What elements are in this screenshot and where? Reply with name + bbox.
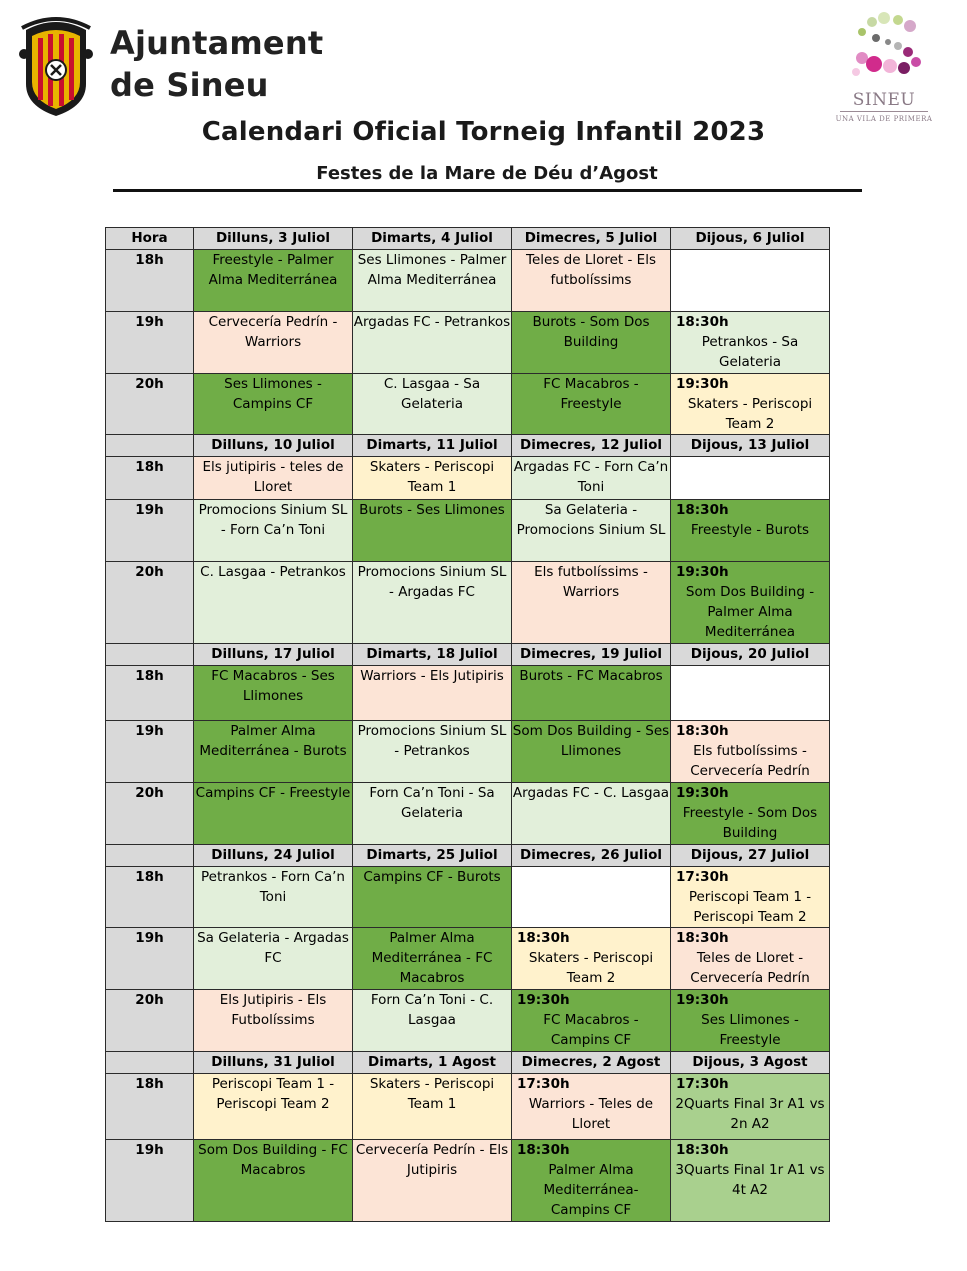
- time-slot-row: [106, 312, 830, 374]
- match-teams: Argadas FC - Forn Ca’n Toni: [513, 459, 669, 495]
- logo-wordmark: SINEU: [852, 90, 916, 110]
- match-cell: [671, 928, 830, 990]
- match-teams: Campins CF - Freestyle: [195, 785, 351, 801]
- time-slot-row: [106, 990, 830, 1052]
- match-time: 19:30h: [517, 992, 570, 1008]
- match-time: 19:30h: [676, 992, 729, 1008]
- day-header: Dimecres, 5 Juliol: [512, 228, 671, 250]
- match-teams: Burots - FC Macabros: [519, 668, 663, 684]
- match-time: 18:30h: [676, 1142, 729, 1158]
- match-cell: [353, 562, 512, 644]
- match-time: 19:30h: [676, 564, 729, 580]
- match-cell: [671, 500, 830, 562]
- match-cell: [512, 312, 671, 374]
- hour-label: 18h: [106, 666, 194, 721]
- day-header: Dimecres, 19 Juliol: [512, 644, 671, 666]
- week-header-row: [106, 435, 830, 457]
- match-cell: [353, 500, 512, 562]
- match-cell: [194, 666, 353, 721]
- match-time: 18:30h: [517, 1142, 570, 1158]
- match-cell: [353, 374, 512, 435]
- match-cell: [512, 928, 671, 990]
- match-cell: [512, 562, 671, 644]
- day-header: Dimarts, 18 Juliol: [353, 644, 512, 666]
- match-teams: Argadas FC - Petrankos: [353, 314, 511, 330]
- match-cell: [671, 990, 830, 1052]
- match-time: 18:30h: [517, 930, 570, 946]
- day-header: Dijous, 20 Juliol: [671, 644, 830, 666]
- hora-header-blank: [106, 845, 194, 867]
- match-cell: [353, 928, 512, 990]
- org-line-2: de Sineu: [110, 66, 269, 104]
- hour-label: 19h: [106, 500, 194, 562]
- match-teams: Ses Llimones - Campins CF: [224, 376, 322, 412]
- hour-label: 20h: [106, 783, 194, 845]
- match-teams: Ses Llimones - Freestyle: [701, 1012, 799, 1048]
- match-cell: [194, 1140, 353, 1222]
- match-cell: [512, 374, 671, 435]
- day-header: Dimarts, 11 Juliol: [353, 435, 512, 457]
- match-teams: Periscopi Team 1 - Periscopi Team 2: [211, 1076, 335, 1112]
- match-cell: [194, 1074, 353, 1140]
- match-cell: [512, 990, 671, 1052]
- municipality-name: [110, 22, 323, 106]
- match-teams: Petrankos - Sa Gelateria: [701, 334, 799, 370]
- match-teams: Promocions Sinium SL - Forn Ca’n Toni: [198, 502, 348, 538]
- day-header: Dijous, 6 Juliol: [671, 228, 830, 250]
- match-cell: [353, 1140, 512, 1222]
- match-cell: [512, 250, 671, 312]
- match-cell: [353, 867, 512, 928]
- match-teams: Promocions Sinium SL - Petrankos: [357, 723, 507, 759]
- match-cell: [194, 867, 353, 928]
- match-cell: [194, 250, 353, 312]
- hour-label: 20h: [106, 374, 194, 435]
- match-teams: FC Macabros - Ses Llimones: [211, 668, 335, 704]
- week-header-row: [106, 228, 830, 250]
- match-cell: [671, 312, 830, 374]
- match-time: 18:30h: [676, 723, 729, 739]
- logo-divider: [840, 111, 928, 112]
- match-teams: Argadas FC - C. Lasgaa: [512, 785, 670, 801]
- match-teams: Promocions Sinium SL - Argadas FC: [357, 564, 507, 600]
- match-cell: [512, 500, 671, 562]
- match-teams: Skaters - Periscopi Team 1: [369, 1076, 495, 1112]
- match-teams: 2Quarts Final 3r A1 vs 2n A2: [675, 1096, 825, 1132]
- match-teams: Els futbolíssims - Cervecería Pedrín: [690, 743, 810, 779]
- match-teams: Els futbolíssims - Warriors: [534, 564, 648, 600]
- match-cell: [671, 374, 830, 435]
- hora-header-blank: [106, 644, 194, 666]
- match-cell: [194, 457, 353, 500]
- match-teams: 3Quarts Final 1r A1 vs 4t A2: [675, 1162, 825, 1198]
- time-slot-row: [106, 374, 830, 435]
- page-header: [0, 0, 967, 200]
- match-cell: [671, 1074, 830, 1140]
- day-header: Dijous, 27 Juliol: [671, 845, 830, 867]
- sineu-coat-of-arms-icon: [16, 14, 96, 118]
- match-teams: Freestyle - Palmer Alma Mediterránea: [208, 252, 338, 288]
- sineu-dots-icon: [832, 12, 936, 92]
- match-cell: [194, 562, 353, 644]
- day-header: Dijous, 3 Agost: [671, 1052, 830, 1074]
- match-time: 17:30h: [676, 1076, 729, 1092]
- match-cell: [194, 928, 353, 990]
- match-cell: [194, 374, 353, 435]
- match-cell: [671, 783, 830, 845]
- match-time: 18:30h: [676, 314, 729, 330]
- match-teams: Som Dos Building - Palmer Alma Mediterránea: [685, 584, 815, 640]
- hora-header-blank: [106, 1052, 194, 1074]
- hour-label: 18h: [106, 867, 194, 928]
- match-time: 19:30h: [676, 376, 729, 392]
- org-line-1: Ajuntament: [110, 24, 324, 62]
- match-cell: [194, 500, 353, 562]
- hour-label: 19h: [106, 312, 194, 374]
- match-teams: Periscopi Team 1 - Periscopi Team 2: [688, 889, 812, 925]
- schedule-table: [105, 227, 830, 1222]
- hour-label: 20h: [106, 562, 194, 644]
- match-cell: [194, 312, 353, 374]
- logo-tagline: UNA VILA DE PRIMERA: [835, 115, 933, 123]
- match-cell: [194, 721, 353, 783]
- match-cell: [512, 1074, 671, 1140]
- day-header: Dilluns, 17 Juliol: [194, 644, 353, 666]
- match-teams: Skaters - Periscopi Team 2: [528, 950, 654, 986]
- match-teams: Burots - Ses Llimones: [359, 502, 505, 518]
- match-teams: Sa Gelateria - Promocions Sinium SL: [516, 502, 666, 538]
- match-cell: [671, 721, 830, 783]
- match-cell: [671, 867, 830, 928]
- match-cell: [512, 666, 671, 721]
- match-cell: [353, 312, 512, 374]
- match-teams: Petrankos - Forn Ca’n Toni: [201, 869, 345, 905]
- match-teams: Teles de Lloret - Els futbolíssims: [526, 252, 656, 288]
- week-header-row: [106, 845, 830, 867]
- hour-label: 18h: [106, 250, 194, 312]
- match-teams: Warriors - Els Jutipiris: [360, 668, 504, 684]
- match-teams: Skaters - Periscopi Team 1: [369, 459, 495, 495]
- match-teams: Forn Ca’n Toni - Sa Gelateria: [369, 785, 495, 821]
- match-cell: [512, 783, 671, 845]
- match-cell: [671, 666, 830, 721]
- match-teams: Palmer Alma Mediterránea - FC Macabros: [371, 930, 493, 986]
- match-teams: Cervecería Pedrín - Els Jutipiris: [355, 1142, 509, 1178]
- sineu-brand-logo: [832, 12, 936, 128]
- match-teams: Skaters - Periscopi Team 2: [687, 396, 813, 432]
- day-header: Dilluns, 31 Juliol: [194, 1052, 353, 1074]
- day-header: Dimecres, 12 Juliol: [512, 435, 671, 457]
- match-teams: Ses Llimones - Palmer Alma Mediterránea: [357, 252, 507, 288]
- week-header-row: [106, 1052, 830, 1074]
- match-cell: [512, 1140, 671, 1222]
- match-teams: Palmer Alma Mediterránea- Campins CF: [543, 1162, 639, 1218]
- match-time: 18:30h: [676, 930, 729, 946]
- time-slot-row: [106, 666, 830, 721]
- match-cell: [353, 250, 512, 312]
- time-slot-row: [106, 457, 830, 500]
- week-header-row: [106, 644, 830, 666]
- match-cell: [671, 562, 830, 644]
- page-subtitle: Festes de la Mare de Déu d’Agost: [316, 163, 658, 184]
- match-teams: Els jutipiris - teles de Lloret: [202, 459, 344, 495]
- day-header: Dilluns, 24 Juliol: [194, 845, 353, 867]
- page-title: Calendari Oficial Torneig Infantil 2023: [201, 117, 766, 147]
- match-teams: FC Macabros - Freestyle: [543, 376, 639, 412]
- time-slot-row: [106, 928, 830, 990]
- time-slot-row: [106, 1140, 830, 1222]
- match-cell: [194, 783, 353, 845]
- hora-header-blank: [106, 435, 194, 457]
- hora-header: Hora: [106, 228, 194, 250]
- match-cell: [353, 783, 512, 845]
- match-teams: C. Lasgaa - Sa Gelateria: [383, 376, 481, 412]
- match-teams: Teles de Lloret - Cervecería Pedrín: [690, 950, 810, 986]
- day-header: Dilluns, 3 Juliol: [194, 228, 353, 250]
- time-slot-row: [106, 867, 830, 928]
- time-slot-row: [106, 500, 830, 562]
- time-slot-row: [106, 250, 830, 312]
- match-teams: Freestyle - Burots: [690, 522, 810, 538]
- match-cell: [353, 721, 512, 783]
- match-teams: Palmer Alma Mediterránea - Burots: [199, 723, 347, 759]
- match-time: 17:30h: [517, 1076, 570, 1092]
- day-header: Dimarts, 1 Agost: [353, 1052, 512, 1074]
- time-slot-row: [106, 783, 830, 845]
- time-slot-row: [106, 1074, 830, 1140]
- title-underline: [113, 189, 862, 192]
- match-cell: [512, 721, 671, 783]
- match-cell: [512, 457, 671, 500]
- match-teams: Els Jutipiris - Els Futbolíssims: [219, 992, 327, 1028]
- hour-label: 19h: [106, 928, 194, 990]
- hour-label: 19h: [106, 721, 194, 783]
- time-slot-row: [106, 721, 830, 783]
- hour-label: 20h: [106, 990, 194, 1052]
- hour-label: 19h: [106, 1140, 194, 1222]
- match-time: 17:30h: [676, 869, 729, 885]
- day-header: Dijous, 13 Juliol: [671, 435, 830, 457]
- hour-label: 18h: [106, 1074, 194, 1140]
- time-slot-row: [106, 562, 830, 644]
- match-teams: Freestyle - Som Dos Building: [682, 805, 818, 841]
- match-cell: [194, 990, 353, 1052]
- match-teams: Sa Gelateria - Argadas FC: [197, 930, 349, 966]
- match-cell: [353, 1074, 512, 1140]
- match-cell: [353, 990, 512, 1052]
- match-cell: [353, 666, 512, 721]
- match-time: 19:30h: [676, 785, 729, 801]
- day-header: Dilluns, 10 Juliol: [194, 435, 353, 457]
- match-cell: [512, 867, 671, 928]
- day-header: Dimarts, 4 Juliol: [353, 228, 512, 250]
- day-header: Dimecres, 26 Juliol: [512, 845, 671, 867]
- match-teams: Cervecería Pedrín - Warriors: [208, 314, 338, 350]
- match-teams: Warriors - Teles de Lloret: [528, 1096, 654, 1132]
- match-cell: [671, 1140, 830, 1222]
- match-teams: C. Lasgaa - Petrankos: [200, 564, 346, 580]
- match-teams: Som Dos Building - FC Macabros: [198, 1142, 348, 1178]
- match-cell: [671, 457, 830, 500]
- match-teams: Forn Ca’n Toni - C. Lasgaa: [370, 992, 494, 1028]
- hour-label: 18h: [106, 457, 194, 500]
- match-cell: [671, 250, 830, 312]
- day-header: Dimecres, 2 Agost: [512, 1052, 671, 1074]
- match-teams: Burots - Som Dos Building: [532, 314, 650, 350]
- match-cell: [353, 457, 512, 500]
- match-teams: Som Dos Building - Ses Llimones: [512, 723, 670, 759]
- match-teams: Campins CF - Burots: [363, 869, 501, 885]
- day-header: Dimarts, 25 Juliol: [353, 845, 512, 867]
- match-teams: FC Macabros - Campins CF: [543, 1012, 639, 1048]
- match-time: 18:30h: [676, 502, 729, 518]
